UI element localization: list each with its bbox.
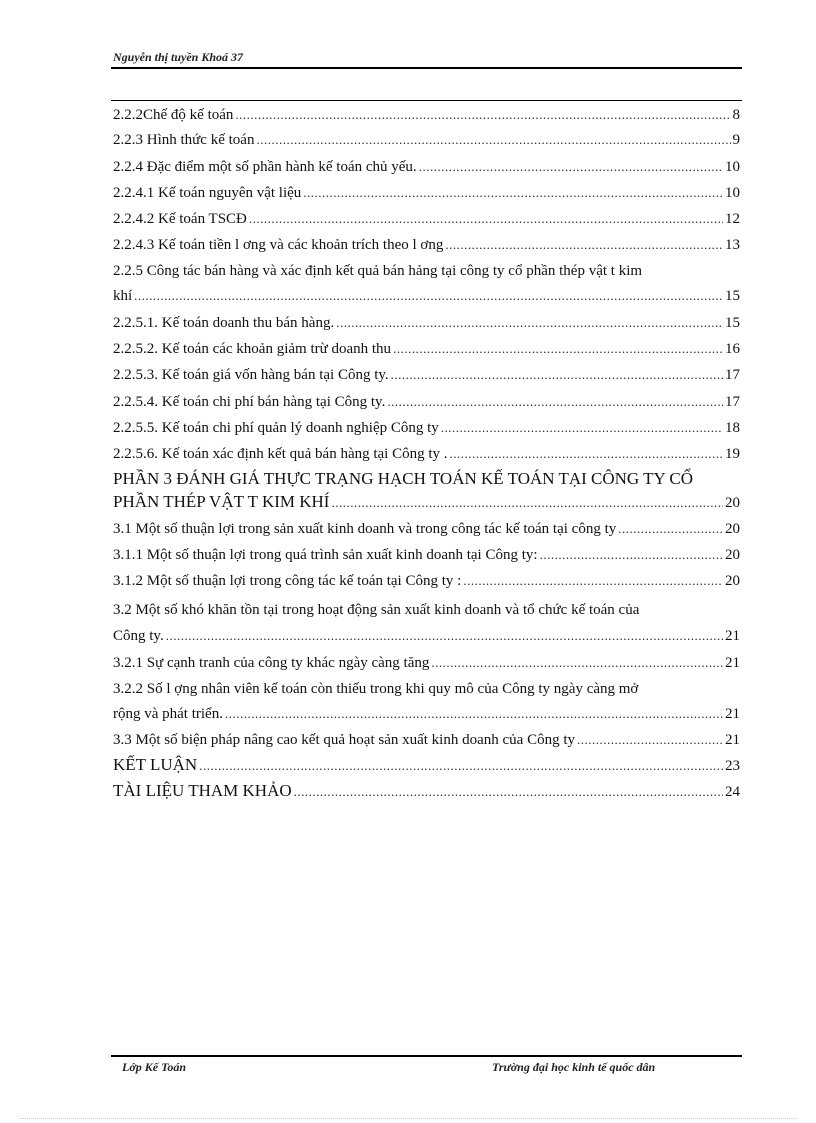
toc-entry-first-line[interactable]: 3.2.2 Số l ợng nhân viên kế toán còn thiếu trong khi quy mô của Công ty ngày càng mở (113, 681, 639, 697)
toc-leader-dots (463, 572, 723, 590)
toc-entry-label: 2.2.5.2. Kế toán các khoản giảm trừ doanh thu (113, 341, 392, 357)
toc-entry-label: 2.2.5.4. Kế toán chi phí bán hàng tại Công ty. (113, 394, 386, 410)
toc-leader-dots (235, 106, 730, 124)
toc-entry-page: 24 (725, 784, 740, 800)
toc-leader-dots (445, 236, 723, 254)
toc-entry[interactable] (113, 520, 740, 538)
toc-leader-dots (577, 731, 723, 749)
toc-entry-label: 2.2.4 Đặc điểm một số phần hành kế toán chủ yếu. (113, 159, 417, 175)
toc-leader-dots (199, 757, 723, 775)
toc-entry-label: 3.1.1 Một số thuận lợi trong quá trình sản xuất kinh doanh tại Công ty: (113, 547, 538, 563)
toc-entry-label: 2.2.5.3. Kế toán giá vốn hàng bán tại Công ty. (113, 367, 389, 383)
toc-entry[interactable] (113, 131, 740, 149)
toc-leader-dots (303, 184, 723, 202)
toc-entry-page: 21 (725, 706, 740, 722)
toc-entry-label: 3.1.2 Một số thuận lợi trong công tác kế toán tại Công ty : (113, 573, 462, 589)
toc-entry[interactable] (113, 366, 740, 384)
toc-entry[interactable] (113, 627, 740, 645)
toc-leader-dots (256, 131, 730, 149)
toc-entry-first-line[interactable]: PHẦN 3 ĐÁNH GIÁ THỰC TRẠNG HẠCH TOÁN KẾ TOÁN TẠI CÔNG TY CỔ (113, 469, 694, 488)
toc-entry-page: 21 (725, 655, 740, 671)
toc-entry[interactable] (113, 340, 740, 358)
toc-entry-label: 2.2.4.3 Kế toán tiền l ơng và các khoản trích theo l ơng (113, 237, 444, 253)
toc-entry-label: PHẦN THÉP VẬT T KIM KHÍ (113, 492, 330, 511)
toc-entry-label: Công ty. (113, 628, 164, 644)
toc-entry-label: 3.2.1 Sự cạnh tranh của công ty khác ngày càng tăng (113, 655, 430, 671)
toc-entry-label: 2.2.5.1. Kế toán doanh thu bán hàng. (113, 315, 335, 331)
toc-entry-label: TÀI LIỆU THAM KHẢO (113, 781, 292, 800)
toc-entry-page: 15 (725, 288, 740, 304)
toc-entry-page: 16 (725, 341, 740, 357)
toc-leader-dots (441, 419, 723, 437)
toc-entry[interactable] (113, 445, 740, 463)
toc-entry[interactable] (113, 493, 740, 512)
toc-leader-dots (618, 520, 723, 538)
toc-leader-dots (387, 393, 723, 411)
toc-entry-page: 23 (725, 758, 740, 774)
toc-entry-label: 2.2.4.1 Kế toán nguyên vật liệu (113, 185, 302, 201)
toc-entry-page: 17 (725, 367, 740, 383)
toc-entry-first-line[interactable]: 3.2 Một số khó khăn tồn tại trong hoạt động sản xuất kinh doanh và tổ chức kế toán của (113, 602, 640, 618)
toc-entry[interactable] (113, 393, 740, 411)
footer-rule (111, 1055, 742, 1057)
footer-university-name: Trường đại học kinh tế quốc dân (492, 1060, 656, 1074)
toc-entry[interactable] (113, 654, 740, 672)
toc-leader-dots (431, 654, 723, 672)
toc-entry[interactable] (113, 705, 740, 723)
toc-entry-page: 12 (725, 211, 740, 227)
toc-entry-page: 20 (725, 573, 740, 589)
toc-leader-dots (249, 210, 723, 228)
toc-leader-dots (419, 158, 723, 176)
toc-entry[interactable] (113, 210, 740, 228)
toc-entry-label: 3.3 Một số biện pháp nâng cao kết quả hoạt sản xuất kinh doanh của Công ty (113, 732, 575, 748)
toc-entry-page: 19 (725, 446, 740, 462)
toc-entry[interactable] (113, 731, 740, 749)
toc-entry-page: 20 (725, 521, 740, 537)
toc-entry-page: 17 (725, 394, 740, 410)
toc-entry-label: 2.2.5.6. Kế toán xác định kết quả bán hàng tại Công ty . (113, 446, 448, 462)
toc-leader-dots (294, 783, 723, 801)
toc-leader-dots (134, 287, 723, 305)
toc-leader-dots (225, 705, 723, 723)
toc-entry[interactable] (113, 287, 740, 305)
toc-leader-dots (393, 340, 723, 358)
toc-entry-page: 21 (725, 628, 740, 644)
toc-entry[interactable] (113, 106, 740, 124)
toc-entry[interactable] (113, 572, 740, 590)
toc-entry[interactable] (113, 419, 740, 437)
toc-entry-page: 18 (725, 420, 740, 436)
toc-entry[interactable] (113, 782, 740, 801)
toc-entry-page: 15 (725, 315, 740, 331)
toc-entry[interactable] (113, 236, 740, 254)
toc-entry[interactable] (113, 314, 740, 332)
toc-entry[interactable] (113, 756, 740, 775)
toc-leader-dots (540, 546, 723, 564)
toc-leader-dots (166, 627, 723, 645)
toc-entry-label: 3.1 Một số thuận lợi trong sản xuất kinh doanh và trong công tác kế toán tại công ty (113, 521, 617, 537)
toc-entry-page: 10 (725, 185, 740, 201)
toc-entry-label: KẾT LUẬN (113, 755, 198, 774)
header-author: Nguyễn thị tuyền Khoá 37 (113, 50, 244, 64)
toc-entry-page: 8 (732, 107, 740, 123)
footer-class-name: Lớp Kế Toán (122, 1060, 187, 1074)
toc-leader-dots (391, 366, 723, 384)
toc-entry-label: 2.2.2Chế độ kế toán (113, 107, 234, 123)
toc-entry-page: 13 (725, 237, 740, 253)
toc-entry-label: rộng và phát triển. (113, 706, 223, 722)
toc-entry-page: 20 (725, 495, 740, 511)
toc-entry-page: 21 (725, 732, 740, 748)
toc-entry[interactable] (113, 546, 740, 564)
toc-entry-label: 2.2.4.2 Kế toán TSCĐ (113, 211, 247, 227)
toc-leader-dots (331, 494, 723, 512)
toc-leader-dots (336, 314, 723, 332)
toc-entry-label: 2.2.3 Hình thức kế toán (113, 132, 255, 148)
toc-entry[interactable] (113, 184, 740, 202)
toc-entry-first-line[interactable]: 2.2.5 Công tác bán hàng và xác định kết quả bán hảng tại công ty cổ phần thép vật t kim (113, 263, 643, 279)
toc-entry[interactable] (113, 158, 740, 176)
toc-leader-dots (450, 445, 723, 463)
page-edge-divider (20, 1118, 796, 1119)
toc-entry-page: 20 (725, 547, 740, 563)
toc-entry-label: khí (113, 288, 133, 304)
toc-entry-label: 2.2.5.5. Kế toán chi phí quản lý doanh nghiệp Công ty (113, 420, 439, 436)
toc-entry-page: 9 (732, 132, 740, 148)
toc-entry-page: 10 (725, 159, 740, 175)
